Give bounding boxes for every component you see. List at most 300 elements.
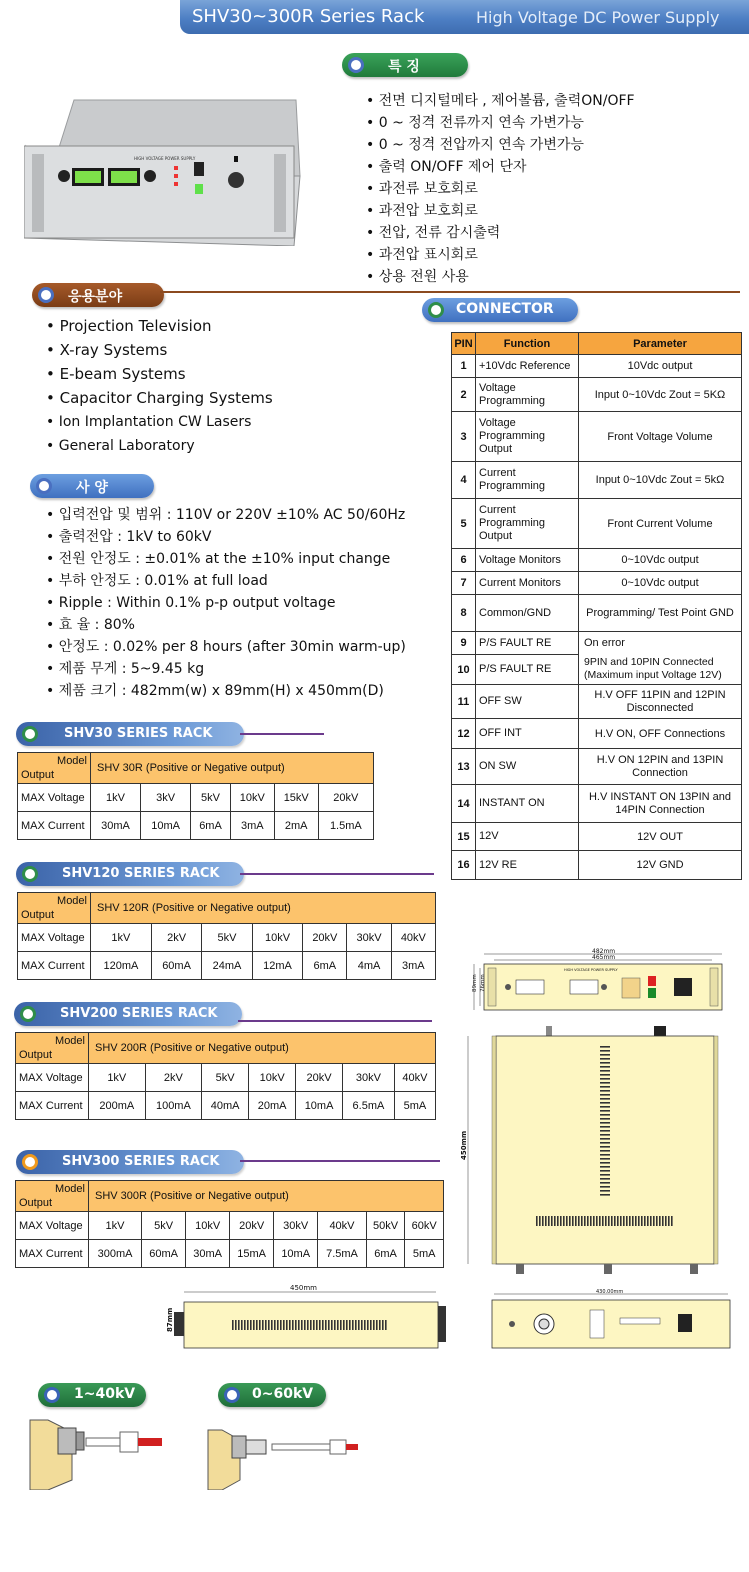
top-view-drawing <box>454 1022 744 1282</box>
series-title: SHV 120R (Positive or Negative output) <box>91 893 436 924</box>
table-row <box>452 785 742 823</box>
vent-slot <box>253 1320 255 1330</box>
value-cell: 2kV <box>145 1064 202 1092</box>
pin-cell: 12 <box>452 719 476 749</box>
value-cell: 200mA <box>89 1092 146 1120</box>
function-cell: 12V <box>476 823 579 851</box>
vent-slot <box>259 1320 261 1330</box>
series-title: SHV 30R (Positive or Negative output) <box>91 753 374 784</box>
application-item: • General Laboratory <box>46 434 273 458</box>
parameter-cell: 12V GND <box>579 851 742 880</box>
model-label: Model <box>55 1183 85 1195</box>
features-list <box>366 90 635 288</box>
feature-item: • 출력 ON/OFF 제어 단자 <box>366 156 635 178</box>
table-row <box>452 685 742 719</box>
vent-slot <box>286 1320 288 1330</box>
vent-slot <box>600 1178 610 1180</box>
parameter-cell: 10Vdc output <box>579 355 742 378</box>
value-cell: 40kV <box>394 1064 435 1092</box>
function-cell: Voltage Programming Output <box>476 412 579 462</box>
feature-item: • 과전류 보호회로 <box>366 178 635 200</box>
function-cell: Current Programming <box>476 462 579 499</box>
model-label: Model <box>57 895 87 907</box>
application-item: • Capacitor Charging Systems <box>46 386 273 410</box>
function-cell: +10Vdc Reference <box>476 355 579 378</box>
vent-slot <box>376 1320 378 1330</box>
row-header: MAX Current <box>16 1092 89 1120</box>
table-row <box>18 784 374 812</box>
vent-slot <box>256 1320 258 1330</box>
vent-slot <box>600 1062 610 1064</box>
vent-slot <box>600 1186 610 1188</box>
applications-heading-label: 응용분야 <box>68 289 123 305</box>
vent-slot <box>343 1320 345 1330</box>
vent-slot <box>653 1216 655 1226</box>
value-cell: 1kV <box>89 1212 142 1240</box>
spec-item: • 출력전압 : 1kV to 60kV <box>46 526 406 548</box>
vent-slot <box>554 1216 556 1226</box>
value-cell: 10kV <box>186 1212 230 1240</box>
value-cell: 3mA <box>391 952 435 980</box>
vent-slot <box>370 1320 372 1330</box>
vent-slot <box>632 1216 634 1226</box>
front-panel-label: HIGH VOLTAGE POWER SUPPLY <box>564 968 618 972</box>
table-row <box>452 499 742 549</box>
parameter-cell: H.V ON 12PIN and 13PIN Connection <box>579 749 742 785</box>
bullet-dot-icon <box>22 726 38 742</box>
vent-slot <box>268 1320 270 1330</box>
value-cell: 10kV <box>230 784 274 812</box>
table-row <box>18 812 374 840</box>
feature-item: • 0 ~ 정격 전류까지 연속 가변가능 <box>366 112 635 134</box>
features-heading-label: 특 징 <box>388 59 420 75</box>
bullet-dot-icon <box>22 866 38 882</box>
pin-cell: 16 <box>452 851 476 880</box>
vent-slot <box>587 1216 589 1226</box>
spec-item: • 입력전압 및 범위 : 110V or 220V ±10% AC 50/60Hz <box>46 504 406 526</box>
series-divider <box>240 873 434 875</box>
product-photo <box>24 96 304 246</box>
value-cell: 40mA <box>202 1092 249 1120</box>
vent-slot <box>313 1320 315 1330</box>
series-divider <box>238 1020 432 1022</box>
value-cell: 1kV <box>91 924 152 952</box>
vent-slot <box>600 1066 610 1068</box>
vent-slot <box>319 1320 321 1330</box>
table-row <box>16 1064 436 1092</box>
front-height-dim-b: 76mm <box>480 974 486 992</box>
applications-heading <box>32 283 164 307</box>
feature-item: • 상용 전원 사용 <box>366 266 635 288</box>
vent-slot <box>590 1216 592 1226</box>
table-row <box>16 1092 436 1120</box>
vent-slot <box>304 1320 306 1330</box>
vent-slot <box>539 1216 541 1226</box>
vent-slot <box>563 1216 565 1226</box>
vent-slot <box>600 1050 610 1052</box>
value-cell: 10kV <box>249 1064 296 1092</box>
function-cell: OFF INT <box>476 719 579 749</box>
value-cell: 50kV <box>366 1212 405 1240</box>
vent-slot <box>331 1320 333 1330</box>
vent-slot <box>262 1320 264 1330</box>
vent-slot <box>602 1216 604 1226</box>
vent-slot <box>600 1090 610 1092</box>
vent-slot <box>265 1320 267 1330</box>
series-header-row <box>16 1181 444 1212</box>
pin-cell: 2 <box>452 378 476 412</box>
value-cell: 5kV <box>202 924 252 952</box>
vent-slot <box>238 1320 240 1330</box>
vent-slot <box>665 1216 667 1226</box>
feature-item: • 0 ~ 정격 전압까지 연속 가변가능 <box>366 134 635 156</box>
applications-divider <box>160 291 740 293</box>
table-row <box>452 655 742 685</box>
vent-slot <box>548 1216 550 1226</box>
vent-slot <box>641 1216 643 1226</box>
vent-slot <box>600 1194 610 1196</box>
parameter-cell: 12V OUT <box>579 823 742 851</box>
vent-slot <box>600 1086 610 1088</box>
row-header: MAX Voltage <box>18 784 91 812</box>
value-cell: 40kV <box>391 924 435 952</box>
series-header-row <box>18 893 436 924</box>
value-cell: 6mA <box>191 812 231 840</box>
output-label: Output <box>19 1197 53 1209</box>
vent-slot <box>600 1098 610 1100</box>
rear-view-drawing <box>478 1288 744 1352</box>
spec-item: • 제품 크기 : 482mm(w) x 89mm(H) x 450mm(D) <box>46 680 406 702</box>
vent-slot <box>322 1320 324 1330</box>
value-cell: 15kV <box>274 784 318 812</box>
vent-slot <box>600 1166 610 1168</box>
vent-slot <box>611 1216 613 1226</box>
vent-slot <box>382 1320 384 1330</box>
table-row <box>18 952 436 980</box>
pin-cell: 6 <box>452 549 476 572</box>
model-output-corner <box>18 893 91 924</box>
vent-slot <box>346 1320 348 1330</box>
vent-slot <box>232 1320 234 1330</box>
table-row <box>452 719 742 749</box>
value-cell: 5kV <box>191 784 231 812</box>
side-height-dim: 87mm <box>166 1307 174 1332</box>
vent-slot <box>600 1150 610 1152</box>
vent-slot <box>600 1110 610 1112</box>
table-row <box>452 378 742 412</box>
vent-slot <box>617 1216 619 1226</box>
series-table-shv120 <box>17 892 436 980</box>
vent-slot <box>600 1102 610 1104</box>
value-cell: 30kV <box>274 1212 318 1240</box>
vent-slot <box>379 1320 381 1330</box>
vent-slot <box>334 1320 336 1330</box>
function-cell: Current Monitors <box>476 572 579 595</box>
table-row <box>452 851 742 880</box>
vent-slot <box>600 1094 610 1096</box>
connector-0-60kv-text: 0~60kV <box>252 1386 314 1402</box>
value-cell: 40kV <box>318 1212 367 1240</box>
output-label: Output <box>19 1049 53 1061</box>
function-cell: Common/GND <box>476 595 579 632</box>
pin-cell: 15 <box>452 823 476 851</box>
vent-slot <box>235 1320 237 1330</box>
row-header: MAX Voltage <box>16 1212 89 1240</box>
vent-slot <box>373 1320 375 1330</box>
pin-cell: 9 <box>452 632 476 655</box>
series-bar-label: SHV300 SERIES RACK <box>62 1154 220 1169</box>
parameter-cell: Programming/ Test Point GND <box>579 595 742 632</box>
value-cell: 60kV <box>405 1212 444 1240</box>
table-row <box>452 412 742 462</box>
vent-slot <box>600 1142 610 1144</box>
connector-heading-label: CONNECTOR <box>456 301 554 317</box>
series-bar-shv30 <box>16 722 244 746</box>
value-cell: 10mA <box>141 812 191 840</box>
connector-0-60kv-label <box>218 1383 326 1407</box>
vent-slot <box>668 1216 670 1226</box>
function-cell: 12V RE <box>476 851 579 880</box>
series-table-shv300 <box>15 1180 444 1268</box>
value-cell: 60mA <box>142 1240 186 1268</box>
parameter-cell: H.V OFF 11PIN and 12PIN Disconnected <box>579 685 742 719</box>
vent-slot <box>277 1320 279 1330</box>
series-table-shv200 <box>15 1032 436 1120</box>
vent-slot <box>600 1190 610 1192</box>
application-item: • Ion Implantation CW Lasers <box>46 410 273 434</box>
specs-list <box>46 504 406 702</box>
vent-slot <box>600 1074 610 1076</box>
row-header: MAX Voltage <box>18 924 91 952</box>
vent-slot <box>659 1216 661 1226</box>
parameter-cell: Front Voltage Volume <box>579 412 742 462</box>
bullet-dot-icon <box>348 57 364 73</box>
application-item: • Projection Television <box>46 314 273 338</box>
vent-slot <box>662 1216 664 1226</box>
spec-item: • Ripple : Within 0.1% p-p output voltage <box>46 592 406 614</box>
table-row <box>452 632 742 655</box>
rear-width-dim: 430.00mm <box>596 1289 624 1295</box>
vent-slot <box>600 1182 610 1184</box>
vent-slot <box>289 1320 291 1330</box>
vent-slot <box>358 1320 360 1330</box>
vent-slot <box>600 1114 610 1116</box>
banner-title: SHV30~300R Series Rack <box>192 6 425 27</box>
hv-connector-0-60kv-drawing <box>206 1426 362 1490</box>
value-cell: 10kV <box>252 924 302 952</box>
table-row <box>452 549 742 572</box>
value-cell: 30mA <box>186 1240 230 1268</box>
vent-slot <box>271 1320 273 1330</box>
vent-slot <box>352 1320 354 1330</box>
vent-slot <box>600 1174 610 1176</box>
bullet-dot-icon <box>20 1006 36 1022</box>
vent-slot <box>545 1216 547 1226</box>
front-view-drawing <box>468 946 744 1018</box>
parameter-cell: H.V INSTANT ON 13PIN and 14PIN Connection <box>579 785 742 823</box>
front-inner-dim: 465mm <box>592 954 616 961</box>
vent-slot <box>600 1122 610 1124</box>
vent-slot <box>647 1216 649 1226</box>
vent-slot <box>292 1320 294 1330</box>
parameter-cell: On error <box>579 632 742 655</box>
pin-cell: 13 <box>452 749 476 785</box>
vent-slot <box>542 1216 544 1226</box>
bullet-dot-icon <box>224 1387 240 1403</box>
series-header-row <box>16 1033 436 1064</box>
connector-header-row <box>452 333 742 355</box>
connector-1-40kv-text: 1~40kV <box>74 1386 136 1402</box>
value-cell: 6.5mA <box>343 1092 395 1120</box>
value-cell: 30kV <box>343 1064 395 1092</box>
pin-cell: 14 <box>452 785 476 823</box>
vent-slot <box>247 1320 249 1330</box>
spec-item: • 안정도 : 0.02% per 8 hours (after 30min warm-up) <box>46 636 406 658</box>
value-cell: 1.5mA <box>318 812 373 840</box>
vent-slot <box>250 1320 252 1330</box>
banner-subtitle: High Voltage DC Power Supply <box>476 8 720 27</box>
value-cell: 24mA <box>202 952 252 980</box>
vent-slot <box>283 1320 285 1330</box>
function-cell: OFF SW <box>476 685 579 719</box>
vent-slot <box>600 1118 610 1120</box>
function-cell: Voltage Programming <box>476 378 579 412</box>
value-cell: 4mA <box>347 952 391 980</box>
vent-slot <box>340 1320 342 1330</box>
application-item: • E-beam Systems <box>46 362 273 386</box>
vent-slot <box>600 1082 610 1084</box>
series-bar-shv300 <box>16 1150 244 1174</box>
vent-slot <box>600 1078 610 1080</box>
vent-slot <box>626 1216 628 1226</box>
parameter-cell: 0~10Vdc output <box>579 572 742 595</box>
vent-slot <box>578 1216 580 1226</box>
series-bar-label: SHV30 SERIES RACK <box>64 726 213 741</box>
function-cell: P/S FAULT RE <box>476 655 579 685</box>
vent-slot <box>536 1216 538 1226</box>
series-divider <box>240 1160 440 1162</box>
row-header: MAX Current <box>18 952 91 980</box>
vent-slot <box>569 1216 571 1226</box>
vent-slot <box>638 1216 640 1226</box>
vent-slot <box>600 1162 610 1164</box>
pin-cell: 7 <box>452 572 476 595</box>
function-cell: Current Programming Output <box>476 499 579 549</box>
vent-slot <box>600 1158 610 1160</box>
table-row <box>16 1212 444 1240</box>
table-row <box>452 749 742 785</box>
connector-1-40kv-label <box>38 1383 146 1407</box>
value-cell: 10mA <box>274 1240 318 1268</box>
feature-item: • 전압, 전류 감시출력 <box>366 222 635 244</box>
output-label: Output <box>21 909 55 921</box>
table-row <box>452 462 742 499</box>
vent-slot <box>620 1216 622 1226</box>
series-bar-label: SHV120 SERIES RACK <box>62 866 220 881</box>
vent-slot <box>325 1320 327 1330</box>
bullet-dot-icon <box>428 302 444 318</box>
front-width-dim: 482mm <box>592 948 616 955</box>
top-depth-dim: 450mm <box>460 1130 468 1160</box>
value-cell: 1kV <box>91 784 141 812</box>
vent-slot <box>600 1154 610 1156</box>
bullet-dot-icon <box>38 287 54 303</box>
output-label: Output <box>21 769 55 781</box>
connector-heading <box>422 298 578 322</box>
series-bar-shv120 <box>16 862 244 886</box>
parameter-cell: Input 0~10Vdc Zout = 5KΩ <box>579 378 742 412</box>
spec-item: • 제품 무게 : 5~9.45 kg <box>46 658 406 680</box>
vent-slot <box>575 1216 577 1226</box>
value-cell: 30kV <box>347 924 391 952</box>
spec-item: • 효 율 : 80% <box>46 614 406 636</box>
vent-slot <box>581 1216 583 1226</box>
table-row <box>452 823 742 851</box>
model-output-corner <box>16 1033 89 1064</box>
vent-slot <box>551 1216 553 1226</box>
vent-slot <box>560 1216 562 1226</box>
value-cell: 3mA <box>230 812 274 840</box>
table-row <box>452 595 742 632</box>
value-cell: 2kV <box>151 924 201 952</box>
series-title: SHV 300R (Positive or Negative output) <box>89 1181 444 1212</box>
pin-cell: 4 <box>452 462 476 499</box>
value-cell: 5kV <box>142 1212 186 1240</box>
pin-cell: 8 <box>452 595 476 632</box>
vent-slot <box>361 1320 363 1330</box>
vent-slot <box>629 1216 631 1226</box>
vent-slot <box>600 1070 610 1072</box>
model-label: Model <box>57 755 87 767</box>
vent-slot <box>307 1320 309 1330</box>
vent-slot <box>367 1320 369 1330</box>
feature-item: • 과전압 보호회로 <box>366 200 635 222</box>
vent-slot <box>572 1216 574 1226</box>
value-cell: 20mA <box>249 1092 296 1120</box>
value-cell: 6mA <box>366 1240 405 1268</box>
vent-slot <box>600 1146 610 1148</box>
row-header: MAX Current <box>18 812 91 840</box>
vent-slot <box>635 1216 637 1226</box>
vent-slot <box>656 1216 658 1226</box>
bullet-dot-icon <box>44 1387 60 1403</box>
series-table-shv30 <box>17 752 374 840</box>
vent-slot <box>600 1126 610 1128</box>
series-title: SHV 200R (Positive or Negative output) <box>89 1033 436 1064</box>
model-output-corner <box>16 1181 89 1212</box>
vent-slot <box>385 1320 387 1330</box>
value-cell: 30mA <box>91 812 141 840</box>
value-cell: 5mA <box>405 1240 444 1268</box>
function-cell: P/S FAULT RE <box>476 632 579 655</box>
specs-heading-label: 사 양 <box>76 480 108 496</box>
vent-slot <box>600 1138 610 1140</box>
pin-cell: 3 <box>452 412 476 462</box>
pin-cell: 5 <box>452 499 476 549</box>
vent-slot <box>600 1046 610 1048</box>
vent-slot <box>608 1216 610 1226</box>
vent-slot <box>337 1320 339 1330</box>
vent-slot <box>328 1320 330 1330</box>
connector-table <box>451 332 742 880</box>
bullet-dot-icon <box>36 478 52 494</box>
value-cell: 20kV <box>296 1064 343 1092</box>
pin-cell: 1 <box>452 355 476 378</box>
vent-slot <box>310 1320 312 1330</box>
value-cell: 20kV <box>318 784 373 812</box>
hv-connector-1-40kv-drawing <box>28 1414 168 1490</box>
specs-heading <box>30 474 154 498</box>
